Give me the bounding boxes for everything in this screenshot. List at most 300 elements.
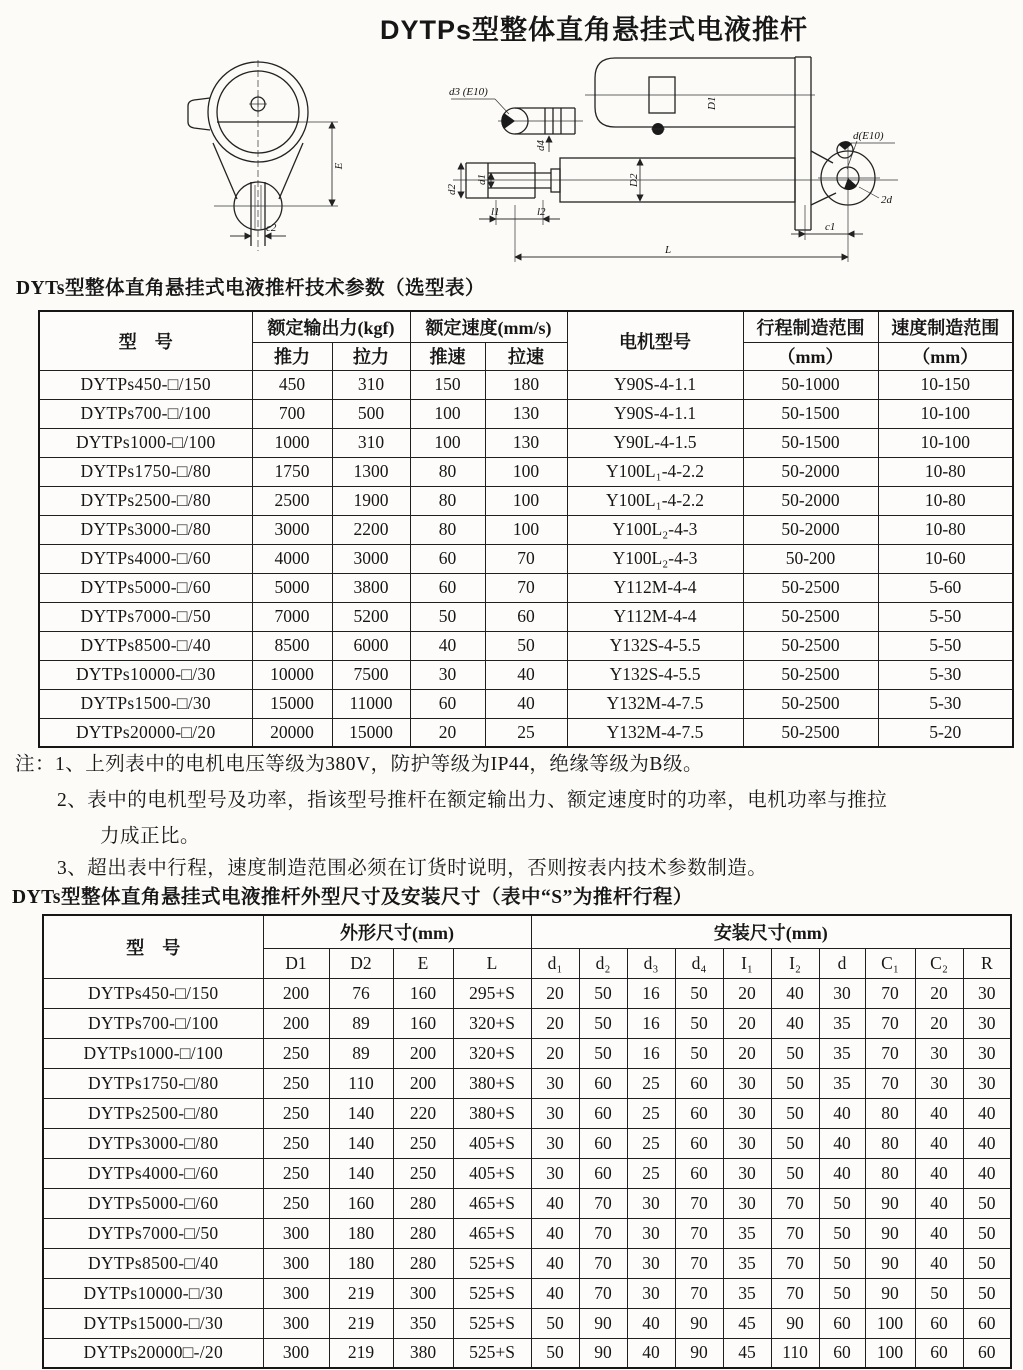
R-cell: 30 [963,1008,1011,1038]
pull-force-cell: 6000 [332,631,410,660]
col-pull-speed: 拉速 [485,342,567,370]
push-speed-cell: 80 [410,486,485,515]
d2-cell: 50 [579,1008,627,1038]
l1-cell: 30 [723,1098,771,1128]
table-row [43,1248,1011,1278]
l1-cell: 45 [723,1338,771,1368]
D2-cell: 219 [329,1278,393,1308]
table-row [39,718,1013,747]
d4-cell: 60 [675,1098,723,1128]
table-row [43,978,1011,1008]
speed-range-cell: 10-80 [878,486,1013,515]
d3-cell: 30 [627,1248,675,1278]
d-cell: 30 [819,978,865,1008]
table-row [43,1338,1011,1368]
E-cell: 280 [393,1188,453,1218]
d2-cell: 50 [579,978,627,1008]
col-D2: D2 [329,948,393,978]
rear-eye [791,141,895,262]
table-row [39,631,1013,660]
d-cell: 50 [819,1188,865,1218]
d2-cell: 90 [579,1338,627,1368]
push-speed-cell: 80 [410,515,485,544]
pull-force-cell: 1900 [332,486,410,515]
D1-cell: 300 [263,1218,329,1248]
motor-model-cell: Y132M-4-7.5 [567,718,743,747]
C2-cell: 20 [915,978,963,1008]
spec-table [38,310,1014,748]
table-row [43,1128,1011,1158]
model-cell: DYTPs5000-□/60 [43,1188,263,1218]
speed-range-cell: 10-150 [878,370,1013,399]
C1-cell: 70 [865,1008,915,1038]
col-d2: d₂ [579,948,627,978]
motor-model-cell: Y90S-4-1.1 [567,370,743,399]
d3-cell: 16 [627,1038,675,1068]
side-view-drawing [443,55,943,270]
mounting-plate [795,57,853,230]
d4-cell: 70 [675,1278,723,1308]
col-stroke-range-unit: （mm） [743,342,878,370]
d1-cell: 50 [531,1308,579,1338]
d4-cell: 50 [675,978,723,1008]
L-cell: 380+S [453,1068,531,1098]
motor-model-cell: Y112M-4-4 [567,573,743,602]
motor-model-cell: Y100L₁-4-2.2 [567,486,743,515]
table-row [39,399,1013,428]
push-speed-cell: 150 [410,370,485,399]
R-cell: 60 [963,1308,1011,1338]
d2-cell: 70 [579,1248,627,1278]
C1-cell: 100 [865,1308,915,1338]
L-cell: 525+S [453,1278,531,1308]
table-row [43,1098,1011,1128]
speed-range-cell: 5-50 [878,631,1013,660]
E-cell: 250 [393,1158,453,1188]
L-cell: 320+S [453,1008,531,1038]
push-speed-cell: 60 [410,689,485,718]
stroke-range-cell: 50-2500 [743,573,878,602]
push-speed-cell: 30 [410,660,485,689]
dim-label-c1: c1 [825,221,836,233]
d4-cell: 70 [675,1188,723,1218]
note-3: 3、超出表中行程，速度制造范围必须在订货时说明，否则按表内技术参数制造。 [57,858,768,879]
dimension-table [42,914,1012,1369]
col-stroke-range: 行程制造范围 [743,311,878,342]
model-cell: DYTPs7000-□/50 [39,602,252,631]
pull-speed-cell: 25 [485,718,567,747]
model-cell: DYTPs8500-□/40 [43,1248,263,1278]
dim-label-E: E [333,162,345,170]
pull-speed-cell: 70 [485,544,567,573]
push-force-cell: 7000 [252,602,332,631]
C2-cell: 40 [915,1248,963,1278]
l2-cell: 50 [771,1128,819,1158]
D1-cell: 250 [263,1038,329,1068]
d4-cell: 70 [675,1248,723,1278]
d1-cell: 30 [531,1068,579,1098]
d4-cell: 90 [675,1308,723,1338]
table-row [39,486,1013,515]
col-speed-range: 速度制造范围 [878,311,1013,342]
speed-range-cell: 5-60 [878,573,1013,602]
C2-cell: 30 [915,1068,963,1098]
push-speed-cell: 20 [410,718,485,747]
d1-cell: 30 [531,1158,579,1188]
stroke-range-cell: 50-2000 [743,486,878,515]
col-L: L [453,948,531,978]
d3-cell: 30 [627,1188,675,1218]
E-cell: 280 [393,1218,453,1248]
d3-cell: 25 [627,1128,675,1158]
motor-model-cell: Y90L-4-1.5 [567,428,743,457]
pull-force-cell: 3800 [332,573,410,602]
C1-cell: 70 [865,978,915,1008]
model-cell: DYTPs1000-□/100 [43,1038,263,1068]
d4-cell: 50 [675,1008,723,1038]
table-row [39,428,1013,457]
l2-cell: 90 [771,1308,819,1338]
D1-cell: 300 [263,1308,329,1338]
D1-cell: 250 [263,1128,329,1158]
L-cell: 525+S [453,1338,531,1368]
col-model: 型 号 [43,915,263,978]
d2-cell: 50 [579,1038,627,1068]
D1-cell: 200 [263,978,329,1008]
d3-cell: 25 [627,1098,675,1128]
dim-label-d: d(E10) [853,130,884,142]
C1-cell: 70 [865,1038,915,1068]
push-speed-cell: 100 [410,399,485,428]
dimension-table-header [43,915,1011,978]
R-cell: 30 [963,978,1011,1008]
col-l2: I₂ [771,948,819,978]
dim-label-d2: d2 [446,184,458,195]
model-cell: DYTPs450-□/150 [43,978,263,1008]
C2-cell: 30 [915,1038,963,1068]
l1-cell: 35 [723,1278,771,1308]
section1-title: DYTs型整体直角悬挂式电液推杆技术参数（选型表） [16,278,485,299]
clevis-detail [451,99,583,152]
d2-cell: 60 [579,1068,627,1098]
stroke-range-cell: 50-200 [743,544,878,573]
note-1-text: 1、上列表中的电机电压等级为380V，防护等级为IP44，绝缘等级为B级。 [55,754,703,775]
d3-cell: 30 [627,1218,675,1248]
note-2-line-2: 力成正比。 [100,826,201,847]
d1-cell: 40 [531,1188,579,1218]
speed-range-cell: 10-80 [878,515,1013,544]
push-force-cell: 20000 [252,718,332,747]
D1-cell: 250 [263,1158,329,1188]
D2-cell: 89 [329,1008,393,1038]
d4-cell: 70 [675,1218,723,1248]
d-cell: 50 [819,1278,865,1308]
D2-cell: 89 [329,1038,393,1068]
stroke-range-cell: 50-2000 [743,515,878,544]
overall-length-dim [515,205,848,262]
pull-force-cell: 15000 [332,718,410,747]
dim-label-d4: d4 [535,140,547,151]
speed-range-cell: 10-60 [878,544,1013,573]
C2-cell: 20 [915,1008,963,1038]
spec-table-body [39,370,1013,747]
d3-cell: 16 [627,978,675,1008]
push-force-cell: 700 [252,399,332,428]
stroke-range-cell: 50-1500 [743,428,878,457]
push-speed-cell: 60 [410,573,485,602]
motor-model-cell: Y112M-4-4 [567,602,743,631]
pull-speed-cell: 60 [485,602,567,631]
D1-cell: 250 [263,1098,329,1128]
d4-cell: 60 [675,1158,723,1188]
table-row [39,660,1013,689]
push-force-cell: 1000 [252,428,332,457]
D1-cell: 250 [263,1188,329,1218]
C1-cell: 90 [865,1278,915,1308]
stroke-range-cell: 50-2500 [743,718,878,747]
L-cell: 525+S [453,1248,531,1278]
model-cell: DYTPs1500-□/30 [39,689,252,718]
notes-label: 注： [15,754,56,775]
D1-cell: 300 [263,1278,329,1308]
table-row [43,1188,1011,1218]
C1-cell: 80 [865,1128,915,1158]
d3-cell: 25 [627,1068,675,1098]
col-push-force: 推力 [252,342,332,370]
col-group-install: 安装尺寸(mm) [531,915,1011,948]
D2-cell: 219 [329,1308,393,1338]
L-cell: 380+S [453,1098,531,1128]
push-force-cell: 1750 [252,457,332,486]
stroke-range-cell: 50-1000 [743,370,878,399]
table-row [43,1218,1011,1248]
table-row [39,544,1013,573]
push-force-cell: 4000 [252,544,332,573]
clevis-end-view [188,60,338,251]
pull-speed-cell: 100 [485,515,567,544]
col-C1: C₁ [865,948,915,978]
model-cell: DYTPs2500-□/80 [43,1098,263,1128]
C1-cell: 90 [865,1248,915,1278]
col-d4: d₄ [675,948,723,978]
d2-cell: 90 [579,1308,627,1338]
E-cell: 160 [393,978,453,1008]
D1-cell: 200 [263,1008,329,1038]
pull-force-cell: 310 [332,428,410,457]
push-speed-cell: 50 [410,602,485,631]
push-speed-cell: 60 [410,544,485,573]
page-title: DYTPs型整体直角悬挂式电液推杆 [379,15,809,45]
C1-cell: 100 [865,1338,915,1368]
L-cell: 320+S [453,1038,531,1068]
d3-cell: 40 [627,1338,675,1368]
motor-model-cell: Y132S-4-5.5 [567,660,743,689]
C1-cell: 80 [865,1158,915,1188]
stroke-range-cell: 50-2500 [743,631,878,660]
dim-label-c2: c2 [266,222,277,234]
d1-cell: 20 [531,1038,579,1068]
l2-cell: 50 [771,1158,819,1188]
pull-force-cell: 2200 [332,515,410,544]
model-cell: DYTPs10000-□/30 [39,660,252,689]
C2-cell: 40 [915,1188,963,1218]
C1-cell: 90 [865,1218,915,1248]
D2-cell: 140 [329,1158,393,1188]
R-cell: 50 [963,1248,1011,1278]
l1-cell: 35 [723,1248,771,1278]
d-cell: 40 [819,1098,865,1128]
table-row [39,689,1013,718]
col-R: R [963,948,1011,978]
C2-cell: 50 [915,1278,963,1308]
model-cell: DYTPs8500-□/40 [39,631,252,660]
R-cell: 40 [963,1098,1011,1128]
motor-model-cell: Y132S-4-5.5 [567,631,743,660]
model-cell: DYTPs1750-□/80 [39,457,252,486]
E-cell: 380 [393,1338,453,1368]
pull-force-cell: 7500 [332,660,410,689]
pull-speed-cell: 100 [485,486,567,515]
C2-cell: 60 [915,1338,963,1368]
R-cell: 40 [963,1158,1011,1188]
pull-speed-cell: 100 [485,457,567,486]
C1-cell: 90 [865,1188,915,1218]
model-cell: DYTPs20000-□/20 [39,718,252,747]
pull-force-cell: 1300 [332,457,410,486]
push-force-cell: 450 [252,370,332,399]
C2-cell: 40 [915,1158,963,1188]
col-model: 型 号 [39,311,252,370]
stroke-range-cell: 50-1500 [743,399,878,428]
model-cell: DYTPs4000-□/60 [43,1158,263,1188]
C2-cell: 40 [915,1218,963,1248]
col-C2: C₂ [915,948,963,978]
d4-cell: 60 [675,1068,723,1098]
d3-cell: 40 [627,1308,675,1338]
D1-cell: 300 [263,1248,329,1278]
speed-range-cell: 10-80 [878,457,1013,486]
d2-cell: 70 [579,1188,627,1218]
model-cell: DYTPs1000-□/100 [39,428,252,457]
speed-range-cell: 5-30 [878,689,1013,718]
col-group-speed: 额定速度(mm/s) [410,311,567,342]
table-row [39,602,1013,631]
dim-label-L: L [665,244,672,256]
table-row [43,1008,1011,1038]
R-cell: 50 [963,1188,1011,1218]
d1-cell: 30 [531,1098,579,1128]
D1-cell: 300 [263,1338,329,1368]
push-force-cell: 3000 [252,515,332,544]
col-l1: I₁ [723,948,771,978]
pull-force-cell: 11000 [332,689,410,718]
l1-cell: 35 [723,1218,771,1248]
model-cell: DYTPs2500-□/80 [39,486,252,515]
D2-cell: 76 [329,978,393,1008]
E-cell: 160 [393,1008,453,1038]
push-speed-cell: 40 [410,631,485,660]
d1-cell: 40 [531,1278,579,1308]
d-cell: 35 [819,1038,865,1068]
R-cell: 30 [963,1068,1011,1098]
push-force-cell: 2500 [252,486,332,515]
push-force-cell: 15000 [252,689,332,718]
dim-label-D1: D1 [706,96,718,110]
d2-cell: 70 [579,1278,627,1308]
dim-label-2d: 2d [881,194,892,206]
motor-model-cell: Y90S-4-1.1 [567,399,743,428]
l2-cell: 50 [771,1068,819,1098]
dim-label-d1: d1 [476,174,488,185]
l1-cell: 30 [723,1158,771,1188]
pull-speed-cell: 70 [485,573,567,602]
col-pull-force: 拉力 [332,342,410,370]
d4-cell: 60 [675,1128,723,1158]
model-cell: DYTPs3000-□/80 [39,515,252,544]
table-row [43,1308,1011,1338]
D2-cell: 219 [329,1338,393,1368]
model-cell: DYTPs10000-□/30 [43,1278,263,1308]
col-d3: d₃ [627,948,675,978]
push-force-cell: 5000 [252,573,332,602]
col-speed-range-unit: （mm） [878,342,1013,370]
l1-cell: 30 [723,1128,771,1158]
D2-cell: 180 [329,1218,393,1248]
L-cell: 405+S [453,1158,531,1188]
d4-cell: 90 [675,1338,723,1368]
table-row [43,1158,1011,1188]
l2-cell: 110 [771,1338,819,1368]
table-row [43,1068,1011,1098]
d1-cell: 40 [531,1248,579,1278]
l1-cell: 30 [723,1188,771,1218]
col-d: d [819,948,865,978]
d-cell: 35 [819,1068,865,1098]
pull-speed-cell: 40 [485,689,567,718]
dim-label-d3: d3 (E10) [449,86,488,98]
d2-cell: 60 [579,1098,627,1128]
stroke-range-cell: 50-2500 [743,602,878,631]
R-cell: 50 [963,1278,1011,1308]
model-cell: DYTPs20000□-/20 [43,1338,263,1368]
d4-cell: 50 [675,1038,723,1068]
D1-cell: 250 [263,1068,329,1098]
l1-cell: 20 [723,1008,771,1038]
pull-force-cell: 5200 [332,602,410,631]
L-cell: 465+S [453,1188,531,1218]
motor-model-cell: Y100L₁-4-2.2 [567,457,743,486]
D2-cell: 180 [329,1248,393,1278]
E-cell: 200 [393,1038,453,1068]
d-cell: 60 [819,1308,865,1338]
l1-cell: 20 [723,1038,771,1068]
E-cell: 300 [393,1278,453,1308]
motor-model-cell: Y100L₂-4-3 [567,544,743,573]
D2-cell: 140 [329,1128,393,1158]
col-D1: D1 [263,948,329,978]
table-row [39,457,1013,486]
L-cell: 465+S [453,1218,531,1248]
l1-cell: 45 [723,1308,771,1338]
col-motor: 电机型号 [567,311,743,370]
l2-cell: 70 [771,1188,819,1218]
pull-force-cell: 3000 [332,544,410,573]
stroke-range-cell: 50-2500 [743,660,878,689]
D2-cell: 110 [329,1068,393,1098]
d1-cell: 50 [531,1338,579,1368]
speed-range-cell: 10-100 [878,399,1013,428]
d-cell: 50 [819,1218,865,1248]
